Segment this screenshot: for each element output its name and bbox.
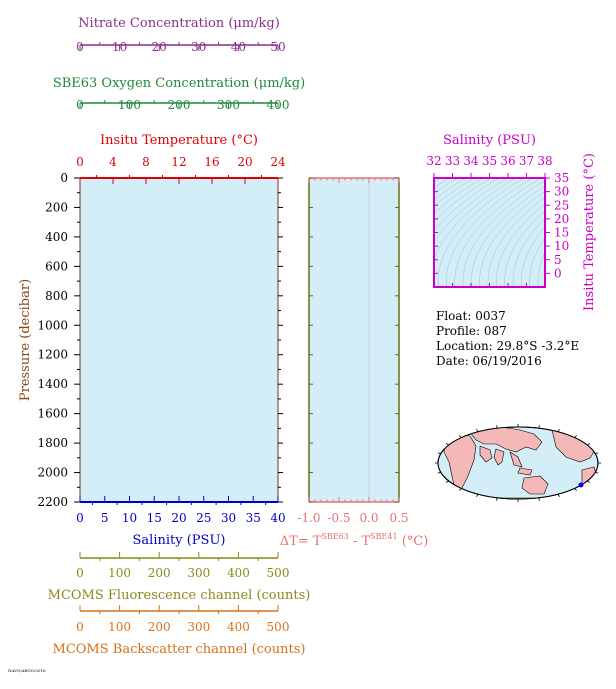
info-date: Date: 06/19/2016	[436, 354, 542, 368]
float-info	[436, 309, 579, 368]
map-edge-tick	[438, 453, 441, 454]
dt-label-part: SBE63	[321, 532, 349, 541]
axis-tick-label: 16	[204, 155, 220, 169]
axis-tick-label: 0	[76, 40, 84, 54]
axis-title: MCOMS Backscatter channel (counts)	[52, 642, 306, 657]
pressure-axis-label: Pressure (decibar)	[18, 278, 33, 402]
axis-tick-label: 20	[151, 40, 167, 54]
pressure-tick-label: 1000	[37, 318, 68, 333]
pressure-tick-label: 1200	[37, 347, 68, 362]
axis-tick-label: 0	[76, 155, 84, 169]
ts-title: Salinity (PSU)	[443, 133, 536, 148]
main-profile-panel	[18, 16, 310, 657]
axis-top-1	[76, 16, 285, 54]
ts-xtick-label: 37	[518, 154, 535, 168]
axis-tick-label: 400	[226, 620, 250, 634]
map-edge-tick	[575, 435, 577, 437]
axis-title: SBE63 Oxygen Concentration (μm/kg)	[52, 76, 306, 91]
dt-plot-area	[309, 178, 399, 502]
axis-bottom-3	[53, 605, 306, 657]
axis-tick-label: 10	[121, 511, 138, 525]
axis-bottom-2	[48, 552, 311, 603]
world-map	[435, 420, 601, 502]
axis-tick-label: 40	[230, 40, 247, 54]
ts-xtick-label: 35	[481, 154, 498, 168]
axis-title: Salinity (PSU)	[132, 533, 226, 548]
axis-tick-label: 0	[76, 98, 84, 112]
ts-xtick-label: 32	[426, 154, 442, 168]
map-edge-tick	[446, 481, 449, 483]
dt-label-part: SBE41	[370, 532, 398, 541]
axis-tick-label: 400	[266, 98, 290, 112]
ts-plot-area	[434, 178, 545, 287]
axis-tick-label: 100	[108, 566, 132, 580]
dt-tick-label: 0.5	[389, 511, 409, 525]
axis-tick-label: 0	[76, 566, 84, 580]
dt-label-part: (°C)	[397, 534, 429, 549]
ts-ytick-label: 25	[554, 198, 570, 213]
axis-title: Insitu Temperature (°C)	[100, 133, 258, 148]
pressure-tick-label: 1800	[37, 436, 68, 451]
dt-tick-label: -1.0	[297, 511, 321, 525]
axis-tick-label: 200	[167, 98, 191, 112]
dt-label-part: ΔT= T	[279, 534, 322, 549]
axis-tick-label: 12	[171, 155, 187, 169]
axis-tick-label: 20	[171, 511, 187, 525]
pressure-tick-label: 800	[45, 288, 68, 303]
ts-xtick-label: 38	[537, 154, 553, 168]
axis-tick-label: 500	[266, 566, 290, 580]
info-float: Float: 0037	[436, 309, 506, 323]
ts-xtick-label: 33	[444, 154, 461, 168]
ts-ytick-label: 15	[554, 225, 570, 240]
axis-tick-label: 10	[111, 40, 128, 54]
ts-ytick-label: 10	[554, 239, 570, 254]
axis-tick-label: 100	[108, 620, 132, 634]
axis-tick-label: 100	[118, 98, 141, 112]
axis-tick-label: 30	[220, 511, 237, 525]
axis-title: MCOMS Fluorescence channel (counts)	[47, 588, 311, 603]
axis-tick-label: 24	[270, 155, 286, 169]
ts-xtick-label: 36	[500, 154, 516, 168]
axis-tick-label: 300	[217, 98, 240, 112]
main-plot-area	[80, 178, 278, 502]
info-location: Location: 29.8°S -3.2°E	[436, 339, 580, 353]
axis-tick-label: 15	[146, 511, 162, 525]
axis-title: Nitrate Concentration (μm/kg)	[78, 16, 280, 31]
axis-tick-label: 50	[270, 40, 286, 54]
pressure-tick-label: 2200	[37, 495, 68, 509]
axis-top-3	[76, 133, 286, 184]
axis-tick-label: 35	[245, 511, 261, 525]
pressure-tick-label: 0	[60, 171, 68, 185]
map-edge-tick	[459, 488, 461, 490]
dt-label-part: - T	[348, 534, 371, 549]
map-edge-tick	[459, 435, 461, 437]
ts-xtick-label: 34	[463, 154, 479, 168]
delta-t-panel	[280, 178, 429, 549]
ts-ytick-label: 5	[554, 252, 562, 267]
axis-tick-label: 20	[237, 155, 253, 169]
axis-tick-label: 300	[187, 620, 211, 634]
map-edge-tick	[575, 488, 577, 490]
pressure-tick-label: 1400	[37, 377, 68, 392]
axis-bottom-1	[76, 496, 285, 548]
map-edge-tick	[446, 444, 449, 446]
ts-ytick-label: 20	[554, 211, 570, 226]
info-profile: Profile: 087	[436, 324, 507, 338]
dt-axis-label	[280, 532, 429, 549]
map-edge-tick	[438, 472, 441, 473]
axis-tick-label: 0	[76, 620, 84, 634]
axis-tick-label: 4	[109, 155, 117, 169]
ts-ytick-label: 30	[554, 184, 570, 199]
dt-tick-label: -0.5	[327, 511, 351, 525]
dt-tick-label: 0.0	[359, 511, 379, 525]
axis-tick-label: 30	[191, 40, 207, 54]
pressure-tick-label: 2000	[37, 465, 68, 480]
map-edge-tick	[595, 472, 598, 473]
pressure-tick-label: 600	[45, 259, 68, 274]
axis-tick-label: 500	[266, 620, 290, 634]
ts-ytick-label: 35	[554, 171, 570, 185]
pressure-tick-label: 400	[45, 229, 68, 244]
axis-tick-label: 8	[142, 155, 150, 169]
pressure-tick-label: 1600	[37, 406, 68, 421]
footer-text: NAVO/ARGO/2016	[8, 668, 46, 673]
map-edge-tick	[587, 481, 590, 483]
axis-top-2	[53, 76, 305, 112]
axis-tick-label: 300	[187, 566, 211, 580]
axis-tick-label: 25	[196, 511, 212, 525]
map-edge-tick	[595, 453, 598, 454]
axis-tick-label: 200	[147, 566, 171, 580]
axis-tick-label: 40	[270, 511, 286, 525]
axis-tick-label: 5	[100, 511, 109, 525]
float-location-marker	[579, 483, 584, 488]
ts-ytick-label: 0	[554, 266, 562, 281]
axis-tick-label: 400	[226, 566, 250, 580]
map-edge-tick	[587, 444, 590, 446]
pressure-tick-label: 200	[45, 200, 68, 215]
axis-tick-label: 200	[147, 620, 171, 634]
axis-tick-label: 0	[76, 511, 84, 525]
ts-ylabel: Insitu Temperature (°C)	[582, 153, 597, 311]
